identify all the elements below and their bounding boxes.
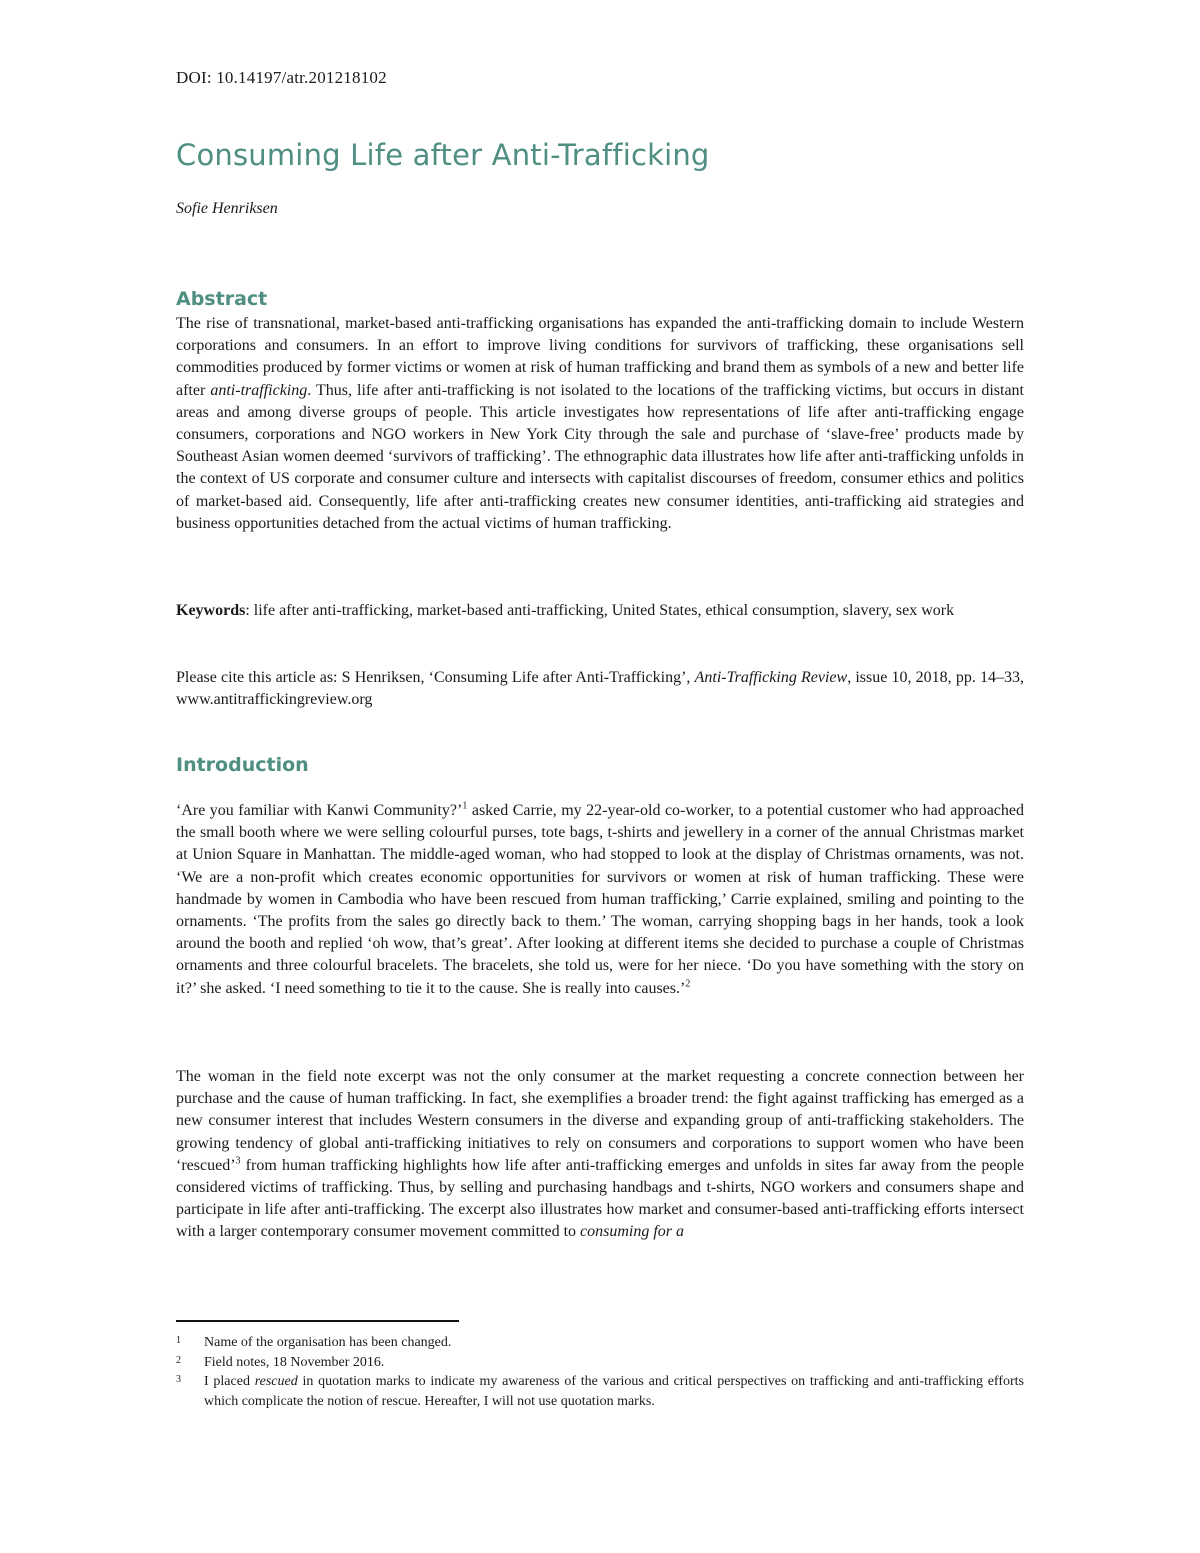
footnote-3-italic: rescued (254, 1374, 298, 1389)
footnote-divider (176, 1320, 459, 1322)
introduction-paragraph-1 (176, 800, 1024, 1000)
abstract-text (176, 313, 1024, 535)
footnote-ref-2[interactable]: 2 (685, 978, 691, 990)
footnote-ref-1[interactable]: 1 (462, 800, 468, 812)
footnote-3 (176, 1372, 1024, 1411)
intro-p1-part-b: asked Carrie, my 22-year-old co-worker, to a potential customer who had approached the small booth where we were selling colourful purses, tote bags, t-shirts and jewellery in a corner of the annual Christmas market at Union Square in Manhattan. The middle-aged woman, who had stopped to look at the display of Christmas ornaments, was not. ‘We are a non-profit which creates economic opportunities for survivors or women at risk of human trafficking. These were handmade by women in Cambodia who have been rescued from human trafficking,’ Carrie explained, smiling and pointing to the ornaments. ‘The profits from the sales go directly back to them.’ The woman, carrying shopping bags in her hands, took a look around the booth and replied ‘oh wow, that’s great’. After looking at different items she decided to purchase a couple of Christmas ornaments and three colourful bracelets. The bracelets, she told us, were for her niece. ‘Do you have something with the story on it?’ she asked. ‘I need something to tie it to the cause. She is really into causes.’ (176, 802, 1024, 997)
introduction-heading: Introduction (176, 754, 309, 776)
doi-line: DOI: 10.14197/atr.201218102 (176, 68, 387, 87)
footnotes (176, 1333, 1024, 1411)
footnote-text: Field notes, 18 November 2016. (204, 1354, 385, 1370)
footnote-number: 3 (176, 1374, 181, 1385)
footnote-3-part-b: in quotation marks to indicate my awareness of the various and critical perspectives on trafficking and anti-trafficking efforts which complicate the notion of rescue. Hereafter, I will not use quotation marks. (204, 1374, 1024, 1409)
footnote-2 (176, 1353, 1024, 1373)
footnote-3-part-a: I placed (204, 1374, 255, 1389)
footnote-text (204, 1372, 1024, 1411)
abstract-text-part2: . Thus, life after anti-trafficking is not isolated to the locations of the trafficking victims, but occurs in distant areas and among diverse groups of people. This article investigates how representations of life after anti-trafficking engage consumers, corporations and NGO workers in New York City through the sale and purchase of ‘slave-free’ products made by Southeast Asian women deemed ‘survivors of trafficking’. The ethnographic data illustrates how life after anti-trafficking unfolds in the context of US corporate and consumer culture and intersects with capitalist discourses of freedom, consumer ethics and politics of market-based aid. Consequently, life after anti-trafficking creates new consumer identities, anti-trafficking aid strategies and business opportunities detached from the actual victims of human trafficking. (176, 381, 1025, 532)
citation-prefix: Please cite this article as: S Henriksen, ‘Consuming Life after Anti-Trafficking’, (176, 669, 695, 686)
abstract-heading: Abstract (176, 288, 268, 310)
keywords-label: Keywords (176, 602, 246, 619)
article-title: Consuming Life after Anti-Trafficking (176, 138, 710, 172)
citation-suffix: , issue 10, 2018, pp. 14–33, www.antitraffickingreview.org (176, 669, 1025, 709)
intro-p2-part-b: from human trafficking highlights how life after anti-trafficking emerges and unfolds in sites far away from the people considered victims of trafficking. Thus, by selling and purchasing handbags and t-shirts, NGO workers and consumers shape and participate in life after anti-trafficking. The excerpt also illustrates how market and consumer-based anti-trafficking efforts intersect with a larger contemporary consumer movement committed to (176, 1156, 1024, 1241)
keywords (176, 600, 1024, 622)
abstract-text-italic: anti-trafficking (210, 381, 308, 399)
keywords-text: : life after anti-trafficking, market-based anti-trafficking, United States, ethical consumption, slavery, sex work (245, 602, 955, 619)
intro-p1-part-a: ‘Are you familiar with Kanwi Community?’ (176, 802, 463, 819)
citation-journal: Anti-Trafficking Review (694, 669, 848, 686)
footnote-number: 2 (176, 1354, 181, 1366)
footnote-text: Name of the organisation has been changed. (204, 1335, 452, 1350)
footnote-number: 1 (176, 1335, 181, 1346)
intro-p2-italic: consuming for a (580, 1223, 685, 1241)
footnote-ref-3[interactable]: 3 (235, 1155, 241, 1167)
introduction-paragraph-2 (176, 1066, 1024, 1244)
footnote-1 (176, 1333, 1024, 1353)
citation (176, 667, 1024, 711)
abstract-text-part1: The rise of transnational, market-based anti-trafficking organisations has expanded the anti-trafficking domain to include Western corporations and consumers. In an effort to improve living conditions for survivors of trafficking, these organisations sell commodities produced by former victims or women at risk of human trafficking and brand them as symbols of a new and better life after (176, 315, 1024, 399)
author-name: Sofie Henriksen (176, 200, 278, 217)
intro-p2-part-a: The woman in the field note excerpt was not the only consumer at the market requesting a concrete connection between her purchase and the cause of human trafficking. In fact, she exemplifies a broader trend: the fight against trafficking has emerged as a new consumer interest that includes Western consumers in the diverse and expanding group of anti-trafficking stakeholders. The growing tendency of global anti-trafficking initiatives to rely on consumers and corporations to support women who have been ‘rescued’ (176, 1068, 1024, 1174)
